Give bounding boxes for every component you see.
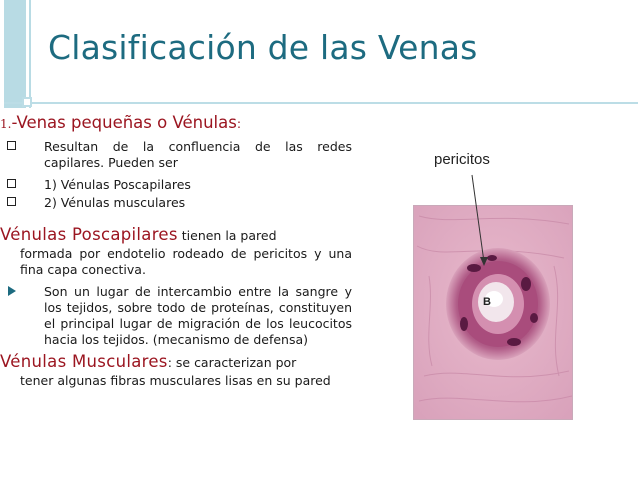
musculares-lead: : se caracterizan por (167, 355, 297, 370)
bullet-text: 2) Vénulas musculares (44, 195, 186, 210)
poscapilares-heading (0, 227, 352, 244)
slide-title: Clasificación de las Venas (48, 28, 478, 67)
bullet-text: Resultan de la confluencia de las redes capilares. Pueden ser (44, 139, 352, 170)
musculares-text: tener algunas fibras musculares lisas en su pared (20, 373, 331, 388)
divider-square (22, 97, 32, 107)
square-bullet-icon (7, 179, 16, 188)
musculares-term: Vénulas Musculares (0, 352, 168, 371)
section-number: 1. (0, 117, 12, 131)
list-item (0, 177, 352, 193)
micrograph-drawing (414, 206, 573, 420)
decor-line (29, 0, 31, 108)
micrograph-image (413, 205, 573, 420)
list-item (0, 284, 352, 348)
bullet-text: Son un lugar de intercambio entre la sangre y los tejidos, sobre todo de proteínas, constituyen el principal lugar de migración de los leucocitos hacia los tejidos. (mecanismo de defensa) (44, 284, 352, 347)
decor-bar (4, 0, 26, 108)
title-divider (4, 102, 638, 104)
list-item (0, 139, 352, 171)
arrow-bullet-icon (8, 286, 16, 296)
square-bullet-icon (7, 197, 16, 206)
section-heading (0, 112, 352, 135)
list-item (0, 195, 352, 211)
poscapilares-term: Vénulas Poscapilares (0, 225, 178, 244)
square-bullet-icon (7, 141, 16, 150)
section-colon: : (236, 116, 242, 131)
bullet-text: 1) Vénulas Poscapilares (44, 177, 191, 192)
text-content (0, 112, 352, 389)
lumen-label: B (483, 296, 491, 308)
figure-label: pericitos (434, 151, 490, 168)
poscapilares-text: formada por endotelio rodeado de pericitos y una fina capa conectiva. (20, 246, 352, 277)
poscapilares-lead: tienen la pared (177, 228, 277, 243)
musculares-heading (0, 354, 352, 371)
section-title: -Venas pequeñas o Vénulas (11, 113, 237, 132)
